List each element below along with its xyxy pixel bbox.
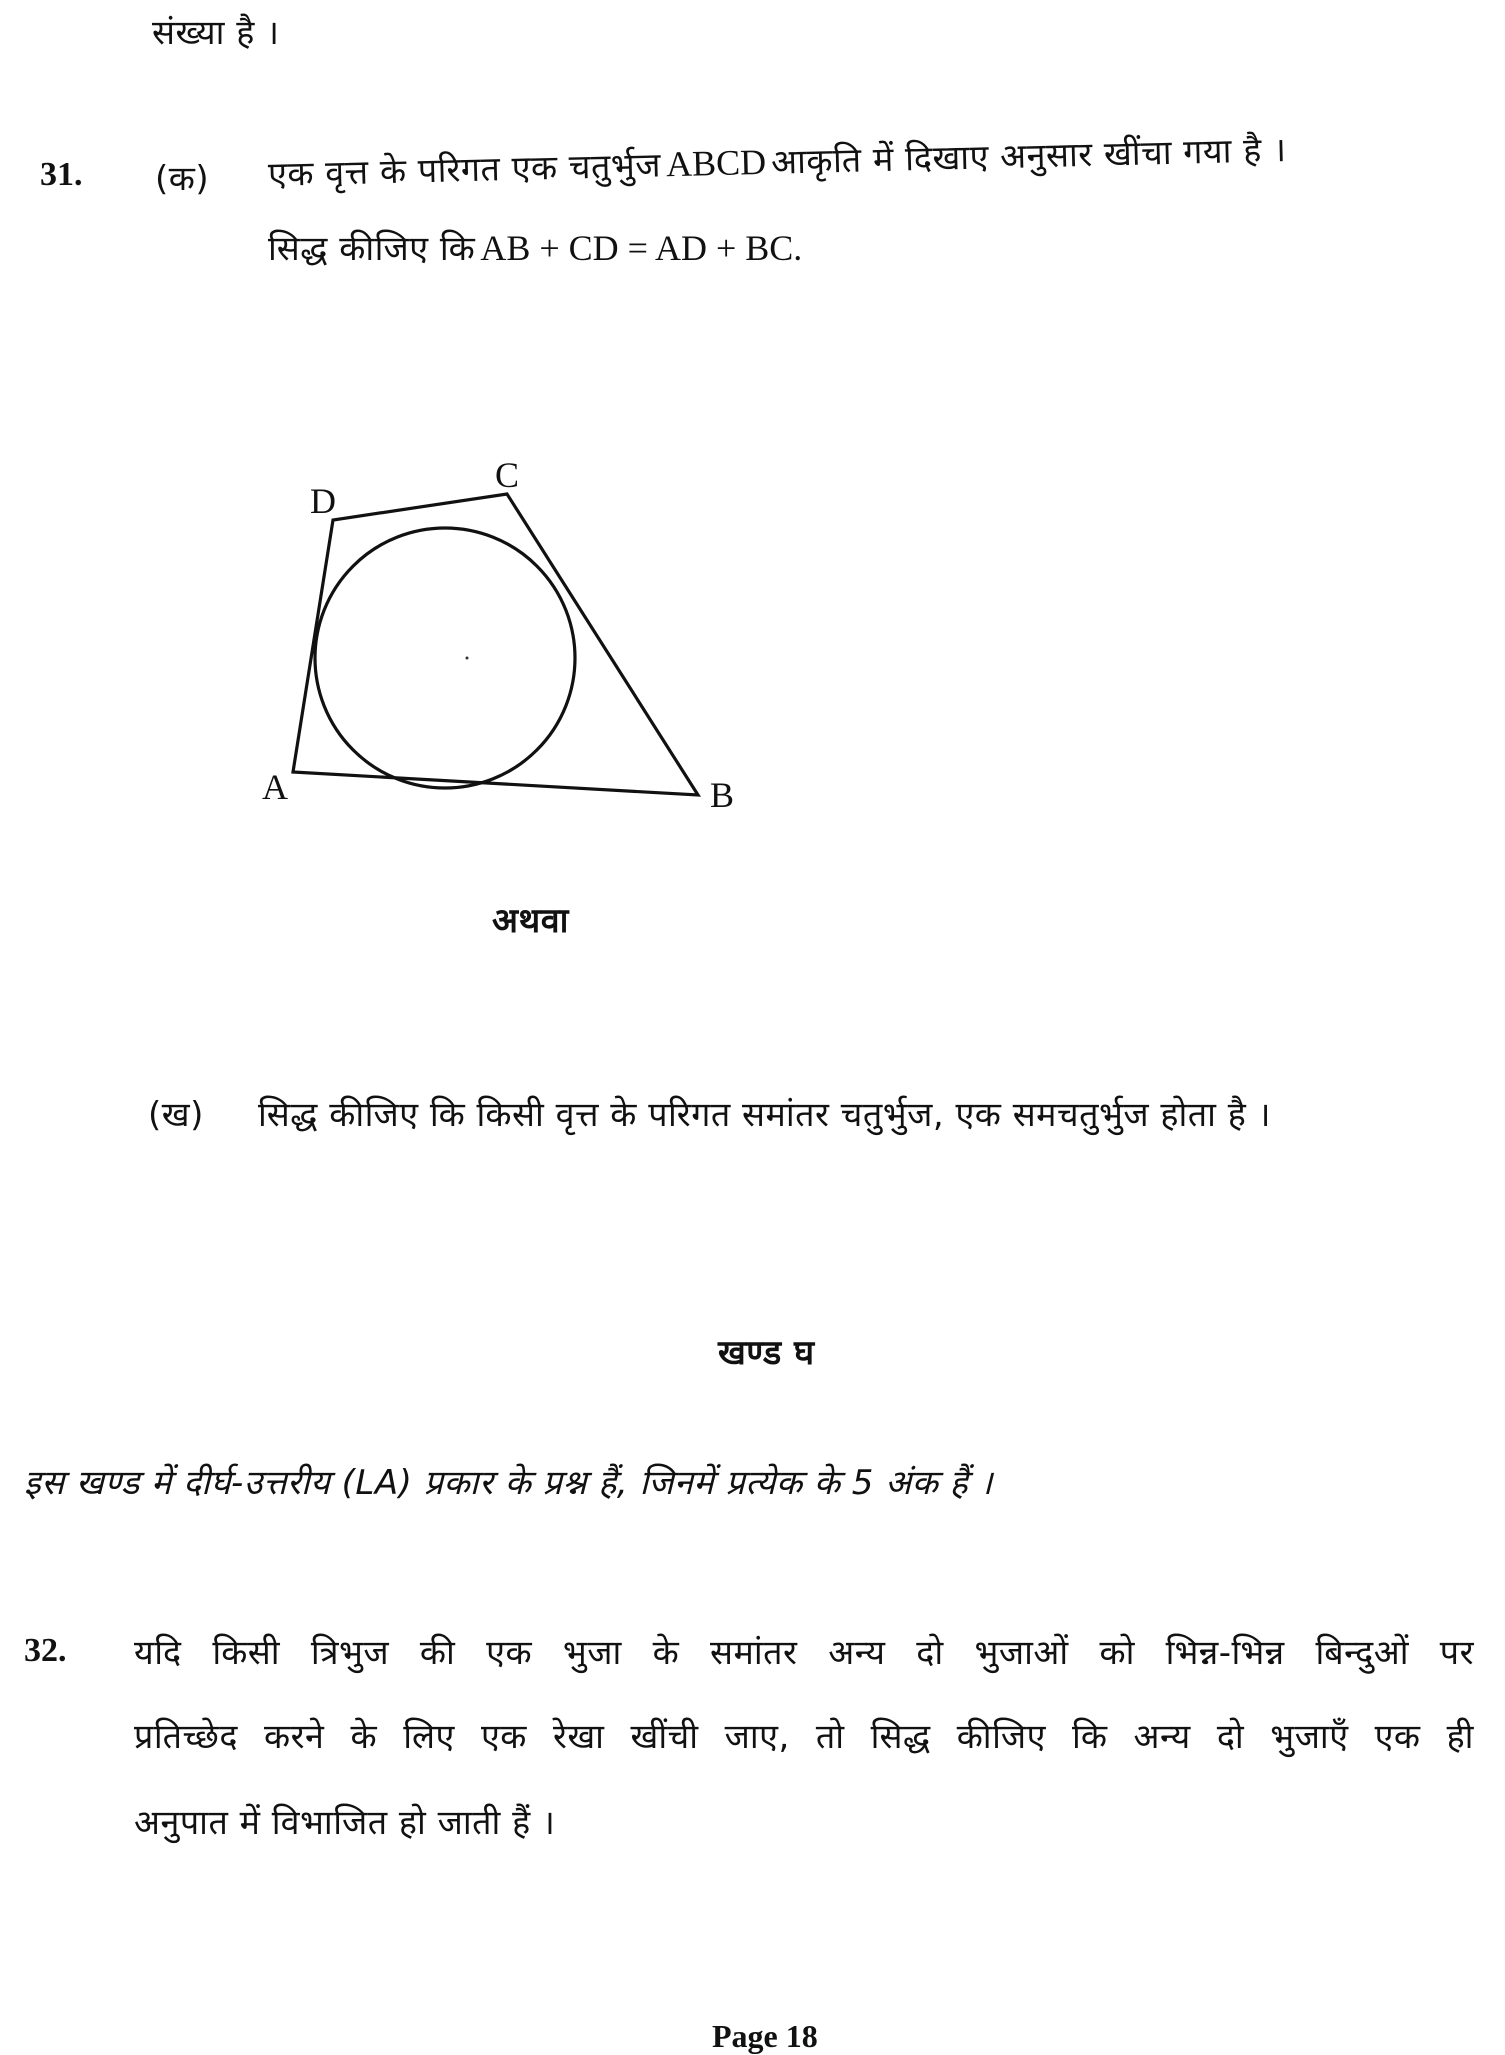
q31-line2-math: AB + CD = AD + BC.	[480, 228, 803, 268]
inscribed-circle	[315, 528, 575, 788]
q32-line3: अनुपात में विभाजित हो जाती हैं ।	[134, 1803, 556, 1843]
circle-center-dot	[466, 657, 469, 660]
q31-line1-math: ABCD	[665, 141, 767, 185]
q31-part-a-label: (क)	[155, 159, 210, 199]
question-31-number: 31.	[40, 156, 83, 193]
section-d-title: खण्ड घ	[718, 1333, 815, 1373]
q31-part-b-label: (ख)	[148, 1095, 204, 1135]
question-32-number: 32.	[24, 1632, 67, 1669]
q32-line1: यदि किसी त्रिभुज की एक भुजा के समांतर अन्य दो भुजाओं को भिन्न-भिन्न बिन्दुओं पर	[134, 1633, 1474, 1673]
vertex-label-d: D	[310, 481, 336, 521]
q31-part-b-text: सिद्ध कीजिए कि किसी वृत्त के परिगत समांतर चतुर्भुज, एक समचतुर्भुज होता है ।	[258, 1095, 1272, 1135]
vertex-label-a: A	[262, 767, 288, 807]
or-label: अथवा	[492, 901, 569, 941]
page-footer-label: Page 18	[712, 2018, 818, 2054]
q31-line1-post: आकृति में दिखाए अनुसार खींचा गया है ।	[770, 130, 1287, 183]
continuation-text: संख्या है ।	[152, 13, 280, 53]
quadrilateral-circle-figure	[250, 440, 770, 840]
q31-line2-pre: सिद्ध कीजिए कि	[268, 229, 476, 269]
vertex-label-b: B	[710, 775, 735, 815]
q31-part-a-line1	[267, 125, 1287, 196]
q31-line1-pre: एक वृत्त के परिगत एक चतुर्भुज	[267, 145, 662, 195]
vertex-label-c: C	[495, 455, 520, 495]
q31-part-a-line2	[268, 224, 802, 270]
q32-line2: प्रतिच्छेद करने के लिए एक रेखा खींची जाए, तो सिद्ध कीजिए कि अन्य दो भुजाएँ एक ही	[134, 1717, 1474, 1757]
section-d-instruction: इस खण्ड में दीर्घ-उत्तरीय (LA) प्रकार के प्रश्न हैं, जिनमें प्रत्येक के 5 अंक हैं ।	[24, 1463, 993, 1503]
